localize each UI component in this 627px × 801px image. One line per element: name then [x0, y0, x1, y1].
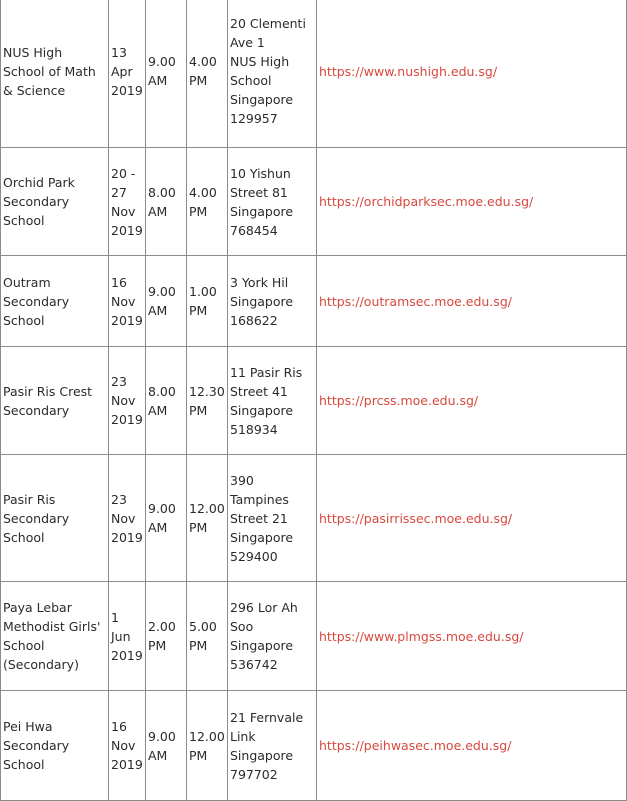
start-time-line: AM	[148, 747, 168, 763]
website-cell	[317, 148, 627, 256]
address-line: Soo	[230, 619, 254, 634]
open-house-date-cell	[109, 0, 146, 148]
table-row	[1, 691, 627, 801]
website-cell	[317, 582, 627, 691]
school-name-line: Pasir Ris Crest	[3, 383, 93, 399]
open-house-date-line: 2019	[111, 647, 143, 663]
address-line: 390	[230, 472, 254, 488]
open-house-date-cell	[109, 256, 146, 347]
school-name-line: (Secondary)	[3, 657, 79, 672]
school-name-cell	[1, 148, 109, 256]
school-name-line: Orchid Park	[3, 175, 75, 190]
school-website-link[interactable]: https://orchidparksec.moe.edu.sg/	[319, 194, 534, 209]
address-line: Singapore	[230, 529, 294, 545]
school-name-line: School	[3, 757, 45, 772]
school-name-line: Outram	[3, 274, 51, 290]
school-name-line: School	[3, 312, 45, 328]
school-name-line: NUS High	[3, 44, 63, 60]
end-time-line: PM	[189, 747, 208, 763]
address-line: NUS High	[230, 54, 290, 69]
open-house-date-cell	[109, 582, 146, 691]
start-time-cell	[146, 347, 187, 455]
start-time-line: 2.00	[148, 619, 176, 634]
end-time-line: 4.00	[189, 184, 217, 200]
open-house-date-line: 2019	[111, 82, 143, 98]
address-line: 3 York Hil	[230, 274, 289, 290]
end-time-line: PM	[189, 203, 208, 219]
table-row	[1, 347, 627, 455]
end-time-cell	[187, 148, 228, 256]
website-cell	[317, 0, 627, 148]
school-name-line: Paya Lebar	[3, 600, 72, 615]
start-time-cell	[146, 455, 187, 582]
website-cell	[317, 347, 627, 455]
open-house-date-line: 27	[111, 184, 127, 200]
address-cell	[228, 455, 317, 582]
school-name-line: School	[3, 529, 45, 545]
address-line: Ave 1	[230, 35, 265, 50]
address-line: Street 81	[230, 184, 288, 200]
end-time-cell	[187, 256, 228, 347]
table-row	[1, 148, 627, 256]
table-row	[1, 582, 627, 691]
school-website-link[interactable]: https://prcss.moe.edu.sg/	[319, 393, 479, 408]
school-name-line: School of Math	[3, 63, 96, 79]
school-name-line: Pei Hwa	[3, 719, 53, 734]
address-line: 797702	[230, 766, 278, 782]
start-time-line: AM	[148, 402, 168, 418]
school-website-link[interactable]: https://peihwasec.moe.edu.sg/	[319, 738, 512, 753]
school-website-link[interactable]: https://pasirrissec.moe.edu.sg/	[319, 510, 513, 526]
address-line: 10 Yishun	[230, 165, 291, 181]
school-name-line: & Science	[3, 82, 66, 98]
open-house-date-line: 2019	[111, 312, 143, 328]
end-time-line: PM	[189, 303, 208, 318]
address-line: 536742	[230, 657, 278, 672]
open-house-date-line: Nov	[111, 510, 136, 526]
address-line: Singapore	[230, 747, 294, 763]
address-line: 768454	[230, 222, 278, 238]
open-house-date-line: Nov	[111, 293, 136, 309]
address-line: 529400	[230, 548, 278, 564]
end-time-cell	[187, 582, 228, 691]
address-cell	[228, 347, 317, 455]
open-house-date-cell	[109, 347, 146, 455]
school-name-line: Secondary	[3, 293, 70, 309]
website-cell	[317, 256, 627, 347]
start-time-line: 9.00	[148, 728, 176, 744]
open-house-date-cell	[109, 691, 146, 801]
start-time-cell	[146, 256, 187, 347]
school-website-link[interactable]: https://outramsec.moe.edu.sg/	[319, 293, 512, 309]
start-time-cell	[146, 0, 187, 148]
open-house-date-line: Nov	[111, 393, 136, 408]
address-line: Singapore	[230, 293, 294, 309]
address-line: 296 Lor Ah	[230, 600, 298, 615]
address-line: Link	[230, 728, 256, 744]
open-house-date-line: 13	[111, 44, 127, 60]
school-name-cell	[1, 582, 109, 691]
school-name-cell	[1, 0, 109, 148]
address-line: 129957	[230, 111, 278, 126]
address-line: Singapore	[230, 638, 294, 653]
open-house-date-line: 16	[111, 719, 127, 734]
address-line: Singapore	[230, 203, 294, 219]
school-name-line: School	[3, 638, 45, 653]
start-time-line: 9.00	[148, 54, 176, 69]
school-name-cell	[1, 691, 109, 801]
address-line: School	[230, 73, 272, 88]
address-cell	[228, 691, 317, 801]
open-house-date-cell	[109, 148, 146, 256]
end-time-line: 12.00	[189, 501, 225, 516]
school-name-line: Secondary	[3, 402, 70, 418]
address-line: Singapore	[230, 402, 294, 418]
start-time-line: 9.00	[148, 284, 176, 299]
end-time-line: PM	[189, 402, 208, 418]
table-row	[1, 455, 627, 582]
website-cell	[317, 691, 627, 801]
open-house-date-line: 16	[111, 274, 127, 290]
school-name-line: Pasir Ris	[3, 491, 56, 507]
end-time-line: 12.30	[189, 383, 225, 399]
end-time-line: PM	[189, 638, 208, 653]
address-cell	[228, 256, 317, 347]
address-line: 518934	[230, 421, 278, 437]
address-cell	[228, 148, 317, 256]
open-house-date-line: Nov	[111, 738, 136, 753]
start-time-cell	[146, 148, 187, 256]
start-time-line: AM	[148, 303, 168, 318]
open-house-date-line: 2019	[111, 757, 143, 772]
school-name-cell	[1, 256, 109, 347]
open-house-date-line: 23	[111, 374, 127, 389]
school-name-line: Secondary	[3, 510, 70, 526]
website-cell	[317, 455, 627, 582]
school-website-link[interactable]: https://www.nushigh.edu.sg/	[319, 63, 498, 79]
end-time-cell	[187, 455, 228, 582]
school-name-line: Secondary	[3, 194, 70, 209]
school-website-link[interactable]: https://www.plmgss.moe.edu.sg/	[319, 628, 524, 644]
end-time-line: 4.00	[189, 54, 217, 69]
address-line: 20 Clementi	[230, 16, 306, 31]
open-house-date-line: Jun	[111, 628, 131, 644]
school-name-line: School	[3, 213, 45, 228]
table-body	[1, 0, 627, 801]
school-name-line: Secondary	[3, 738, 70, 753]
end-time-line: PM	[189, 520, 208, 535]
start-time-line: AM	[148, 73, 168, 88]
start-time-line: AM	[148, 203, 168, 219]
school-name-cell	[1, 455, 109, 582]
start-time-cell	[146, 691, 187, 801]
address-line: Street 21	[230, 510, 288, 526]
start-time-line: PM	[148, 638, 167, 653]
open-house-date-line: 2019	[111, 412, 143, 427]
table-row	[1, 0, 627, 148]
address-line: Street 41	[230, 383, 288, 399]
open-house-date-line: Apr	[111, 63, 133, 79]
open-house-date-line: 2019	[111, 529, 143, 545]
address-line: 11 Pasir Ris	[230, 364, 303, 380]
address-line: 168622	[230, 312, 278, 328]
address-cell	[228, 0, 317, 148]
open-house-date-line: 2019	[111, 222, 143, 238]
open-house-date-line: 1	[111, 609, 119, 625]
address-line: 21 Fernvale	[230, 709, 304, 725]
end-time-line: 12.00	[189, 728, 225, 744]
start-time-line: AM	[148, 520, 168, 535]
end-time-line: 1.00	[189, 284, 217, 299]
open-house-date-cell	[109, 455, 146, 582]
start-time-line: 9.00	[148, 501, 176, 516]
end-time-line: PM	[189, 73, 208, 88]
end-time-cell	[187, 0, 228, 148]
start-time-line: 8.00	[148, 184, 176, 200]
school-name-cell	[1, 347, 109, 455]
open-house-date-line: 23	[111, 491, 127, 507]
start-time-line: 8.00	[148, 383, 176, 399]
end-time-cell	[187, 691, 228, 801]
open-house-date-line: Nov	[111, 203, 136, 219]
school-name-line: Methodist Girls'	[3, 619, 101, 634]
table-row	[1, 256, 627, 347]
address-cell	[228, 582, 317, 691]
start-time-cell	[146, 582, 187, 691]
open-house-date-line: 20 -	[111, 165, 136, 181]
end-time-cell	[187, 347, 228, 455]
address-line: Singapore	[230, 92, 294, 107]
address-line: Tampines	[230, 491, 289, 507]
end-time-line: 5.00	[189, 619, 217, 634]
